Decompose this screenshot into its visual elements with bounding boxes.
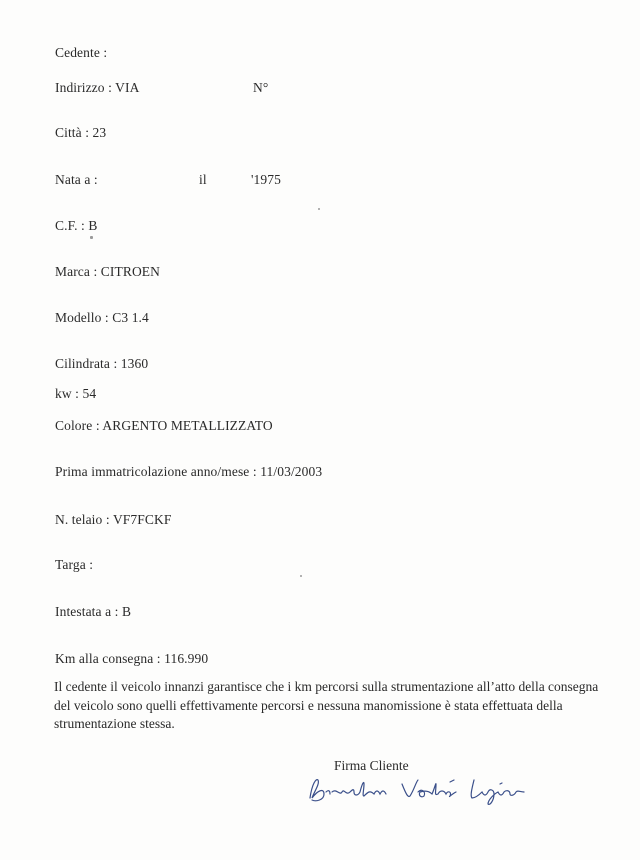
field-label: Modello :	[55, 310, 109, 325]
field-label: Indirizzo : VIA	[55, 80, 140, 95]
guarantee-paragraph: Il cedente il veicolo innanzi garantisce che i km percorsi sulla strumentazione all’atto della consegna del veicolo sono quelli effettivamente percorsi e nessuna manomissione è stata effettuata della strumentazione stessa.	[54, 679, 599, 731]
field-value: VF7FCKF	[112, 512, 172, 527]
field-label: Targa :	[55, 557, 94, 572]
field-value: 11/03/2003	[260, 464, 323, 479]
scan-speck	[300, 575, 302, 577]
field-kw	[55, 386, 96, 402]
scan-speck	[318, 208, 320, 210]
scan-speck	[90, 236, 93, 239]
field-value: 54	[82, 386, 97, 401]
field-value: B	[122, 604, 132, 619]
field-cf	[55, 218, 98, 234]
field-label: Prima immatricolazione anno/mese :	[55, 464, 257, 479]
field-marca	[55, 264, 160, 280]
field-label: Città : 23	[55, 125, 107, 140]
signature-label: Firma Cliente	[334, 758, 409, 773]
field-indirizzo	[55, 80, 355, 96]
field-value: 116.990	[164, 651, 209, 666]
field-intestata	[55, 604, 131, 620]
field-km	[55, 651, 208, 667]
field-value: ARGENTO METALLIZZATO	[102, 418, 273, 433]
field-label: kw :	[55, 386, 80, 401]
field-label: Marca :	[55, 264, 98, 279]
field-modello	[55, 310, 149, 326]
field-value: 1360	[120, 356, 149, 371]
field-label: C.F. : B	[55, 218, 98, 233]
field-number-label: N°	[253, 80, 269, 95]
field-cilindrata	[55, 356, 148, 372]
field-label: Cedente :	[55, 45, 108, 60]
field-label: Cilindrata :	[55, 356, 118, 371]
field-nata-a	[55, 172, 355, 188]
field-label: Intestata a :	[55, 604, 119, 619]
field-label: Nata a :	[55, 172, 98, 187]
field-prima-immatricolazione	[55, 464, 322, 480]
handwritten-signature	[302, 770, 552, 810]
field-label: Colore :	[55, 418, 100, 433]
field-label: Km alla consegna :	[55, 651, 161, 666]
field-telaio	[55, 512, 171, 528]
field-date-label: il	[199, 172, 207, 187]
field-label: N. telaio :	[55, 512, 110, 527]
field-value: CITROEN	[100, 264, 160, 279]
field-birth-year: '1975	[251, 172, 281, 187]
field-citta	[55, 125, 106, 141]
field-colore	[55, 418, 273, 434]
field-targa	[55, 557, 93, 573]
field-value: C3 1.4	[112, 310, 149, 325]
field-cedente	[55, 45, 107, 61]
